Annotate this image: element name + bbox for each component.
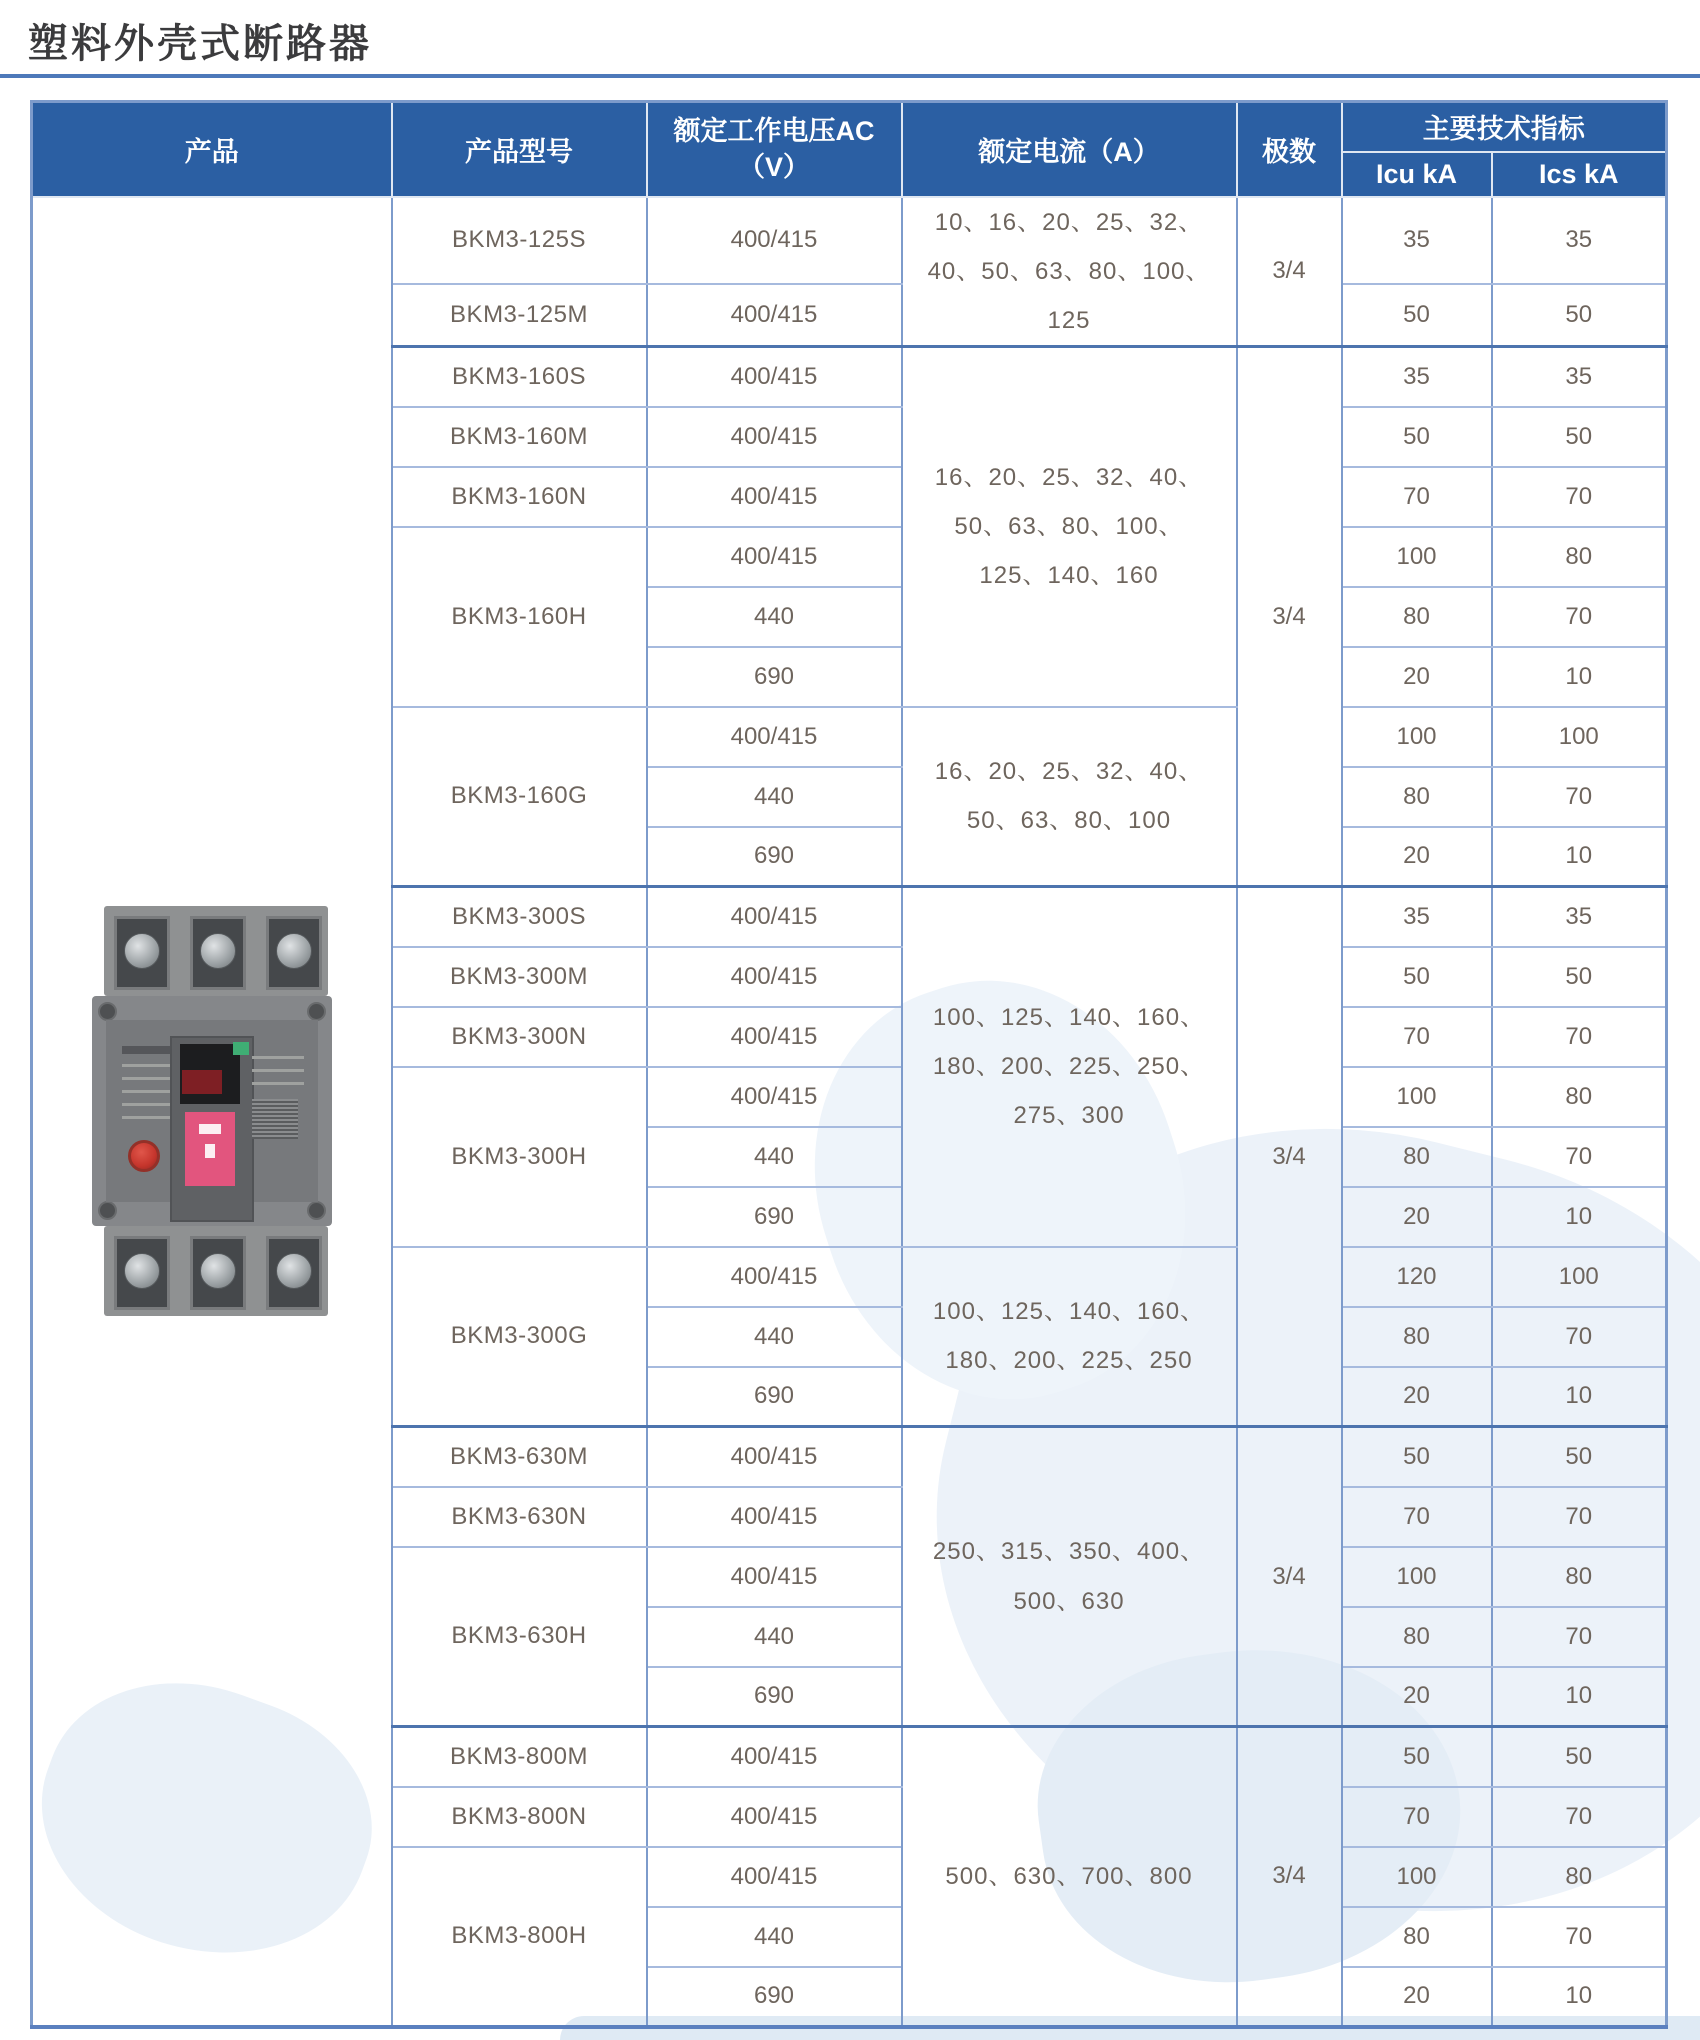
case-screw — [98, 1002, 117, 1021]
current-cell: 100、125、140、160、180、200、225、250 — [902, 1247, 1237, 1427]
icu-cell: 80 — [1342, 587, 1492, 647]
voltage-cell: 400/415 — [647, 347, 902, 407]
model-cell: BKM3-300N — [392, 1007, 647, 1067]
header-voltage-line2: （V） — [737, 152, 810, 183]
model-cell: BKM3-300H — [392, 1067, 647, 1247]
poles-cell: 3/4 — [1237, 1427, 1342, 1727]
ics-cell: 50 — [1492, 1427, 1667, 1487]
voltage-cell: 690 — [647, 647, 902, 707]
terminal-screw — [200, 1253, 236, 1289]
model-cell: BKM3-300M — [392, 947, 647, 1007]
ics-cell: 80 — [1492, 1847, 1667, 1907]
model-cell: BKM3-630N — [392, 1487, 647, 1547]
title-divider — [0, 74, 1700, 78]
ics-cell: 50 — [1492, 947, 1667, 1007]
ics-cell: 35 — [1492, 347, 1667, 407]
voltage-cell: 400/415 — [647, 1847, 902, 1907]
ics-cell: 70 — [1492, 1127, 1667, 1187]
icu-cell: 50 — [1342, 1727, 1492, 1787]
voltage-cell: 400/415 — [647, 1547, 902, 1607]
model-cell: BKM3-160N — [392, 467, 647, 527]
page-title: 塑料外壳式断路器 — [28, 22, 372, 66]
terminal-screw — [124, 1253, 160, 1289]
icu-cell: 20 — [1342, 1187, 1492, 1247]
voltage-cell: 400/415 — [647, 887, 902, 947]
header-model: 产品型号 — [392, 102, 647, 197]
rating-label-text — [205, 1144, 215, 1158]
breaker-top-terminals — [104, 906, 328, 996]
icu-cell: 70 — [1342, 1787, 1492, 1847]
ics-cell: 80 — [1492, 1067, 1667, 1127]
voltage-cell: 400/415 — [647, 1007, 902, 1067]
icu-cell: 35 — [1342, 887, 1492, 947]
voltage-cell: 690 — [647, 827, 902, 887]
model-cell: BKM3-160S — [392, 347, 647, 407]
ics-cell: 70 — [1492, 767, 1667, 827]
ics-cell: 35 — [1492, 887, 1667, 947]
circuit-breaker-photo — [92, 906, 332, 1316]
label-line — [252, 1056, 304, 1059]
icu-cell: 20 — [1342, 827, 1492, 887]
icu-cell: 80 — [1342, 1307, 1492, 1367]
breaker-terminal — [266, 916, 322, 990]
icu-cell: 50 — [1342, 947, 1492, 1007]
voltage-cell: 400/415 — [647, 1427, 902, 1487]
table-body — [32, 197, 1667, 2027]
breaker-terminal — [190, 1236, 246, 1310]
ics-cell: 70 — [1492, 1487, 1667, 1547]
breaker-label-panel — [106, 1020, 318, 1202]
ics-cell: 10 — [1492, 1667, 1667, 1727]
toggle-indicator-window — [182, 1070, 222, 1094]
ics-cell: 100 — [1492, 1247, 1667, 1307]
ics-cell: 10 — [1492, 1187, 1667, 1247]
voltage-cell: 400/415 — [647, 407, 902, 467]
voltage-cell: 440 — [647, 1907, 902, 1967]
terminal-screw — [124, 933, 160, 969]
voltage-cell: 400/415 — [647, 1787, 902, 1847]
model-cell: BKM3-160H — [392, 527, 647, 707]
model-cell: BKM3-800M — [392, 1727, 647, 1787]
icu-cell: 100 — [1342, 1067, 1492, 1127]
ics-cell: 50 — [1492, 284, 1667, 347]
label-line — [252, 1069, 304, 1072]
model-cell: BKM3-125S — [392, 197, 647, 285]
ics-cell: 50 — [1492, 407, 1667, 467]
ics-cell: 80 — [1492, 527, 1667, 587]
header-poles: 极数 — [1237, 102, 1342, 197]
rating-label-text — [199, 1124, 221, 1134]
ics-cell: 100 — [1492, 707, 1667, 767]
model-cell: BKM3-300G — [392, 1247, 647, 1427]
case-screw — [98, 1201, 117, 1220]
icu-cell: 80 — [1342, 1607, 1492, 1667]
icu-cell: 80 — [1342, 1127, 1492, 1187]
model-cell: BKM3-125M — [392, 284, 647, 347]
ics-cell: 10 — [1492, 1967, 1667, 2027]
voltage-cell: 400/415 — [647, 527, 902, 587]
terminal-screw — [200, 933, 236, 969]
icu-cell: 20 — [1342, 647, 1492, 707]
breaker-terminal — [114, 1236, 170, 1310]
voltage-cell: 400/415 — [647, 707, 902, 767]
model-cell: BKM3-800H — [392, 1847, 647, 2027]
icu-cell: 20 — [1342, 1967, 1492, 2027]
voltage-cell: 690 — [647, 1667, 902, 1727]
spec-table — [30, 100, 1668, 2029]
header-row — [32, 102, 1667, 152]
model-cell: BKM3-160G — [392, 707, 647, 887]
icu-cell: 70 — [1342, 467, 1492, 527]
icu-cell: 35 — [1342, 347, 1492, 407]
model-cell: BKM3-800N — [392, 1787, 647, 1847]
breaker-terminal — [190, 916, 246, 990]
breaker-terminal — [114, 916, 170, 990]
terminal-screw — [276, 1253, 312, 1289]
voltage-cell: 400/415 — [647, 467, 902, 527]
case-screw — [307, 1201, 326, 1220]
voltage-cell: 440 — [647, 767, 902, 827]
icu-cell: 50 — [1342, 284, 1492, 347]
test-red-button — [128, 1140, 160, 1172]
label-line — [252, 1082, 304, 1085]
barcode — [252, 1099, 298, 1139]
rating-label — [185, 1112, 235, 1186]
ics-cell: 70 — [1492, 1007, 1667, 1067]
voltage-cell: 440 — [647, 1127, 902, 1187]
current-cell: 500、630、700、800 — [902, 1727, 1237, 2027]
ics-cell: 70 — [1492, 587, 1667, 647]
ics-cell: 70 — [1492, 1607, 1667, 1667]
green-indicator — [233, 1042, 249, 1055]
poles-cell: 3/4 — [1237, 197, 1342, 347]
case-screw — [307, 1002, 326, 1021]
breaker-toggle-switch — [170, 1036, 254, 1222]
ics-cell: 10 — [1492, 647, 1667, 707]
icu-cell: 100 — [1342, 527, 1492, 587]
model-cell: BKM3-630M — [392, 1427, 647, 1487]
voltage-cell: 440 — [647, 1307, 902, 1367]
icu-cell: 120 — [1342, 1247, 1492, 1307]
model-cell: BKM3-160M — [392, 407, 647, 467]
header-icu: Icu kA — [1342, 152, 1492, 197]
voltage-cell: 690 — [647, 1187, 902, 1247]
ics-cell: 70 — [1492, 467, 1667, 527]
ics-cell: 70 — [1492, 1907, 1667, 1967]
ics-cell: 70 — [1492, 1787, 1667, 1847]
voltage-cell: 440 — [647, 587, 902, 647]
icu-cell: 50 — [1342, 407, 1492, 467]
poles-cell: 3/4 — [1237, 347, 1342, 887]
icu-cell: 100 — [1342, 1547, 1492, 1607]
voltage-cell: 400/415 — [647, 1067, 902, 1127]
voltage-cell: 690 — [647, 1967, 902, 2027]
icu-cell: 70 — [1342, 1007, 1492, 1067]
model-cell: BKM3-630H — [392, 1547, 647, 1727]
header-current: 额定电流（A） — [902, 102, 1237, 197]
icu-cell: 35 — [1342, 197, 1492, 285]
icu-cell: 70 — [1342, 1487, 1492, 1547]
icu-cell: 20 — [1342, 1367, 1492, 1427]
breaker-bottom-terminals — [104, 1226, 328, 1316]
product-photo-cell — [32, 197, 392, 2027]
ics-cell: 50 — [1492, 1727, 1667, 1787]
icu-cell: 100 — [1342, 1847, 1492, 1907]
voltage-cell: 400/415 — [647, 1487, 902, 1547]
current-cell: 16、20、25、32、40、50、63、80、100、125、140、160 — [902, 347, 1237, 707]
current-cell: 10、16、20、25、32、40、50、63、80、100、125 — [902, 197, 1237, 347]
ics-cell: 10 — [1492, 827, 1667, 887]
terminal-screw — [276, 933, 312, 969]
voltage-cell: 400/415 — [647, 284, 902, 347]
poles-cell: 3/4 — [1237, 1727, 1342, 2027]
table-header — [32, 102, 1667, 197]
header-tech-indicators: 主要技术指标 — [1342, 102, 1667, 152]
breaker-body — [92, 996, 332, 1226]
ics-cell: 10 — [1492, 1367, 1667, 1427]
voltage-cell: 400/415 — [647, 197, 902, 285]
poles-cell: 3/4 — [1237, 887, 1342, 1427]
voltage-cell: 400/415 — [647, 1727, 902, 1787]
header-ics: Ics kA — [1492, 152, 1667, 197]
ics-cell: 80 — [1492, 1547, 1667, 1607]
current-cell: 100、125、140、160、180、200、225、250、275、300 — [902, 887, 1237, 1247]
header-voltage-line1: 额定工作电压AC — [673, 115, 875, 146]
icu-cell: 20 — [1342, 1667, 1492, 1727]
breaker-terminal — [266, 1236, 322, 1310]
table-row — [32, 197, 1667, 285]
header-product: 产品 — [32, 102, 392, 197]
voltage-cell: 690 — [647, 1367, 902, 1427]
voltage-cell: 440 — [647, 1607, 902, 1667]
voltage-cell: 400/415 — [647, 1247, 902, 1307]
current-cell: 250、315、350、400、500、630 — [902, 1427, 1237, 1727]
icu-cell: 100 — [1342, 707, 1492, 767]
header-voltage — [647, 102, 902, 197]
icu-cell: 80 — [1342, 1907, 1492, 1967]
breaker-right-label — [252, 1046, 304, 1139]
ics-cell: 35 — [1492, 197, 1667, 285]
voltage-cell: 400/415 — [647, 947, 902, 1007]
ics-cell: 70 — [1492, 1307, 1667, 1367]
model-cell: BKM3-300S — [392, 887, 647, 947]
icu-cell: 50 — [1342, 1427, 1492, 1487]
icu-cell: 80 — [1342, 767, 1492, 827]
current-cell: 16、20、25、32、40、50、63、80、100 — [902, 707, 1237, 887]
